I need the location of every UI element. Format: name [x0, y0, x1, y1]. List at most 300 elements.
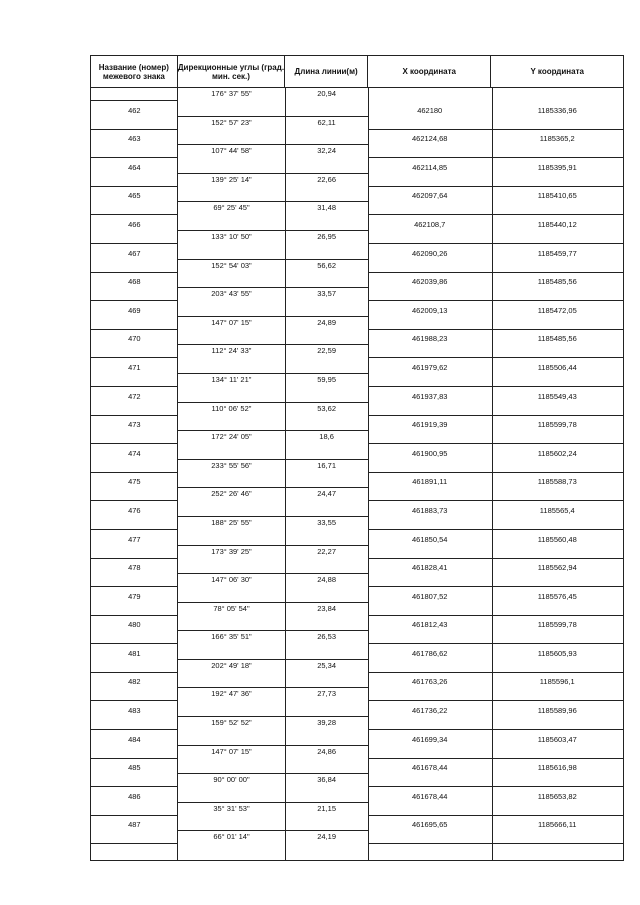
table-row	[91, 403, 623, 432]
name-cell	[91, 488, 178, 517]
segment-angle: 147° 07' 15"	[211, 746, 252, 756]
segment-length: 22,27	[317, 546, 336, 556]
header-angles: Дирекционные углы (град. мин. сек.)	[178, 56, 286, 87]
cell-divider	[368, 500, 492, 501]
cell-divider	[368, 786, 492, 787]
table-row	[91, 603, 623, 632]
name-cell	[91, 374, 178, 403]
point-name: 482	[128, 677, 141, 687]
segment-angle: 69° 25' 45"	[213, 203, 250, 213]
table-row	[91, 746, 623, 775]
header-x: X координата	[368, 56, 492, 87]
length-cell	[285, 403, 368, 432]
length-cell	[285, 546, 368, 575]
cell-divider	[368, 243, 492, 244]
table-row	[91, 260, 623, 289]
cell-divider	[91, 157, 178, 158]
angle-cell	[178, 603, 286, 632]
angle-cell	[178, 517, 286, 546]
cell-divider	[368, 843, 492, 844]
table-row	[91, 688, 623, 717]
cell-divider	[368, 329, 492, 330]
length-cell	[285, 288, 368, 317]
point-y: 1185599,78	[537, 420, 577, 430]
length-cell	[285, 631, 368, 660]
angle-cell	[178, 717, 286, 746]
header-length: Длина линии(м)	[285, 56, 368, 87]
point-name: 477	[128, 534, 141, 544]
y-cell	[491, 774, 623, 803]
segment-angle: 152° 54' 03"	[211, 260, 252, 270]
segment-length: 24,88	[317, 575, 336, 585]
segment-angle: 147° 06' 30"	[211, 575, 252, 585]
cell-divider	[368, 300, 492, 301]
point-name: 478	[128, 563, 141, 573]
segment-length: 24,86	[317, 746, 336, 756]
y-cell	[491, 488, 623, 517]
cell-divider	[368, 643, 492, 644]
cell-divider	[368, 443, 492, 444]
segment-angle: 252° 26' 46"	[211, 489, 252, 499]
column-divider	[492, 88, 493, 860]
length-cell	[285, 145, 368, 174]
segment-length: 31,48	[317, 203, 336, 213]
segment-length: 33,55	[317, 517, 336, 527]
angle-cell	[178, 288, 286, 317]
length-cell	[285, 517, 368, 546]
angle-cell	[178, 831, 286, 860]
cell-divider	[491, 386, 623, 387]
length-cell	[285, 117, 368, 146]
point-name: 485	[128, 763, 141, 773]
cell-divider	[91, 100, 178, 101]
cell-divider	[491, 129, 623, 130]
table-row	[91, 803, 623, 832]
x-cell	[368, 831, 492, 860]
y-cell	[491, 688, 623, 717]
cell-divider	[368, 615, 492, 616]
point-name: 470	[128, 334, 141, 344]
y-cell	[491, 260, 623, 289]
angle-cell	[178, 660, 286, 689]
name-cell	[91, 288, 178, 317]
x-cell	[368, 803, 492, 832]
point-name: 467	[128, 248, 141, 258]
length-cell	[285, 660, 368, 689]
point-x: 461850,54	[411, 534, 448, 544]
x-cell	[368, 460, 492, 489]
point-y: 1185602,24	[537, 448, 577, 458]
cell-divider	[491, 700, 623, 701]
cell-divider	[491, 558, 623, 559]
name-cell	[91, 546, 178, 575]
cell-divider	[91, 586, 178, 587]
segment-angle: 78° 05' 54"	[213, 603, 250, 613]
segment-length: 27,73	[317, 689, 336, 699]
x-cell	[368, 174, 492, 203]
x-cell	[368, 660, 492, 689]
cell-divider	[91, 129, 178, 130]
angle-cell	[178, 202, 286, 231]
cell-divider	[91, 786, 178, 787]
point-y: 1185549,43	[537, 391, 577, 401]
segment-length: 26,53	[317, 632, 336, 642]
length-cell	[285, 488, 368, 517]
angle-cell	[178, 88, 286, 117]
point-x: 462090,26	[411, 248, 448, 258]
angle-cell	[178, 746, 286, 775]
y-cell	[491, 746, 623, 775]
segment-length: 18,6	[319, 432, 334, 442]
cell-divider	[368, 214, 492, 215]
name-cell	[91, 688, 178, 717]
table-row	[91, 488, 623, 517]
x-cell	[368, 688, 492, 717]
y-cell	[491, 717, 623, 746]
boundary-coordinates-table	[90, 55, 624, 861]
y-cell	[491, 803, 623, 832]
segment-length: 59,95	[317, 374, 336, 384]
segment-length: 22,66	[317, 174, 336, 184]
x-cell	[368, 403, 492, 432]
y-cell	[491, 660, 623, 689]
angle-cell	[178, 374, 286, 403]
name-cell	[91, 631, 178, 660]
point-x: 461891,11	[412, 477, 448, 487]
angle-cell	[178, 260, 286, 289]
name-cell	[91, 574, 178, 603]
cell-divider	[491, 243, 623, 244]
point-x: 462097,64	[411, 191, 448, 201]
table-row	[91, 831, 623, 860]
point-y: 1185459,77	[537, 248, 577, 258]
y-cell	[491, 88, 623, 117]
length-cell	[285, 460, 368, 489]
segment-angle: 139° 25' 14"	[211, 174, 252, 184]
y-cell	[491, 603, 623, 632]
point-x: 461678,44	[411, 791, 448, 801]
length-cell	[285, 174, 368, 203]
name-cell	[91, 202, 178, 231]
header-name: Название (номер) межевого знака	[91, 56, 178, 87]
segment-length: 32,24	[317, 146, 336, 156]
point-y: 1185588,73	[537, 477, 577, 487]
x-cell	[368, 746, 492, 775]
angle-cell	[178, 631, 286, 660]
point-y: 1185485,56	[537, 277, 577, 287]
table-header	[90, 55, 624, 88]
cell-divider	[368, 529, 492, 530]
length-cell	[285, 717, 368, 746]
column-divider	[177, 88, 178, 860]
point-x: 462009,13	[411, 305, 448, 315]
table-row	[91, 546, 623, 575]
segment-length: 39,28	[317, 718, 336, 728]
x-cell	[368, 231, 492, 260]
cell-divider	[368, 700, 492, 701]
angle-cell	[178, 546, 286, 575]
cell-divider	[491, 472, 623, 473]
y-cell	[491, 460, 623, 489]
point-name: 484	[128, 734, 141, 744]
name-cell	[91, 345, 178, 374]
table-row	[91, 774, 623, 803]
segment-length: 53,62	[317, 403, 336, 413]
name-cell	[91, 831, 178, 860]
point-name: 487	[128, 820, 141, 830]
segment-angle: 110° 06' 52"	[211, 403, 252, 413]
y-cell	[491, 202, 623, 231]
cell-divider	[491, 529, 623, 530]
angle-cell	[178, 231, 286, 260]
angle-cell	[178, 803, 286, 832]
segment-length: 16,71	[317, 460, 336, 470]
x-cell	[368, 603, 492, 632]
table-row	[91, 117, 623, 146]
segment-angle: 233° 55' 56"	[211, 460, 252, 470]
segment-length: 24,19	[317, 832, 336, 842]
cell-divider	[91, 558, 178, 559]
name-cell	[91, 517, 178, 546]
length-cell	[285, 345, 368, 374]
angle-cell	[178, 317, 286, 346]
cell-divider	[91, 615, 178, 616]
point-y: 1185599,78	[537, 620, 577, 630]
segment-angle: 90° 00' 00"	[213, 775, 250, 785]
x-cell	[368, 202, 492, 231]
y-cell	[491, 631, 623, 660]
point-y: 1185410,65	[537, 191, 577, 201]
angle-cell	[178, 403, 286, 432]
point-name: 475	[128, 477, 141, 487]
length-cell	[285, 88, 368, 117]
length-cell	[285, 574, 368, 603]
cell-divider	[491, 443, 623, 444]
point-name: 463	[128, 134, 141, 144]
length-cell	[285, 831, 368, 860]
cell-divider	[368, 815, 492, 816]
angle-cell	[178, 488, 286, 517]
length-cell	[285, 603, 368, 632]
angle-cell	[178, 117, 286, 146]
point-y: 1185605,93	[537, 648, 577, 658]
cell-divider	[368, 186, 492, 187]
table-row	[91, 174, 623, 203]
angle-cell	[178, 688, 286, 717]
cell-divider	[491, 415, 623, 416]
segment-angle: 134° 11' 21"	[211, 374, 252, 384]
segment-angle: 188° 25' 55"	[211, 517, 252, 527]
point-y: 1185395,91	[537, 162, 577, 172]
point-x: 461786,62	[411, 648, 448, 658]
cell-divider	[91, 357, 178, 358]
segment-angle: 173° 39' 25"	[211, 546, 252, 556]
cell-divider	[491, 786, 623, 787]
table-row	[91, 717, 623, 746]
cell-divider	[91, 415, 178, 416]
name-cell	[91, 431, 178, 460]
cell-divider	[368, 672, 492, 673]
cell-divider	[491, 300, 623, 301]
table-row	[91, 345, 623, 374]
x-cell	[368, 431, 492, 460]
angle-cell	[178, 774, 286, 803]
segment-length: 26,95	[317, 231, 336, 241]
name-cell	[91, 317, 178, 346]
cell-divider	[368, 129, 492, 130]
header-y: Y координата	[530, 67, 584, 76]
cell-divider	[491, 843, 623, 844]
table-body	[90, 88, 624, 861]
point-name: 464	[128, 162, 141, 172]
x-cell	[368, 317, 492, 346]
point-y: 1185603,47	[537, 734, 577, 744]
table-row	[91, 202, 623, 231]
angle-cell	[178, 345, 286, 374]
point-x: 461736,22	[411, 706, 448, 716]
x-cell	[368, 488, 492, 517]
point-name: 473	[128, 420, 141, 430]
segment-angle: 147° 07' 15"	[211, 317, 252, 327]
name-cell	[91, 460, 178, 489]
cell-divider	[491, 758, 623, 759]
table-row	[91, 431, 623, 460]
table-row	[91, 374, 623, 403]
segment-angle: 107° 44' 58"	[211, 146, 252, 156]
point-y: 1185365,2	[539, 134, 575, 144]
segment-length: 36,84	[317, 775, 336, 785]
name-cell	[91, 603, 178, 632]
cell-divider	[91, 272, 178, 273]
name-cell	[91, 717, 178, 746]
point-name: 479	[128, 591, 141, 601]
segment-length: 33,57	[317, 289, 336, 299]
cell-divider	[491, 672, 623, 673]
point-y: 1185616,98	[537, 763, 577, 773]
point-y: 1185576,45	[537, 591, 577, 601]
cell-divider	[491, 500, 623, 501]
point-x: 461695,65	[411, 820, 448, 830]
point-name: 462	[128, 105, 141, 115]
length-cell	[285, 688, 368, 717]
point-x: 461678,44	[411, 763, 448, 773]
cell-divider	[491, 615, 623, 616]
cell-divider	[91, 443, 178, 444]
cell-divider	[91, 529, 178, 530]
x-cell	[368, 117, 492, 146]
segment-length: 23,84	[317, 603, 336, 613]
segment-length: 56,62	[317, 260, 336, 270]
segment-angle: 35° 31' 53"	[213, 803, 250, 813]
cell-divider	[91, 700, 178, 701]
point-name: 469	[128, 305, 141, 315]
column-divider	[285, 88, 286, 860]
point-x: 462180	[417, 105, 443, 115]
segment-angle: 192° 47' 36"	[211, 689, 252, 699]
point-name: 468	[128, 277, 141, 287]
cell-divider	[491, 357, 623, 358]
cell-divider	[91, 672, 178, 673]
table-row	[91, 574, 623, 603]
segment-angle: 159° 52' 52"	[211, 718, 252, 728]
point-x: 461988,23	[411, 334, 448, 344]
point-name: 483	[128, 706, 141, 716]
point-y: 1185589,96	[537, 706, 577, 716]
x-cell	[368, 774, 492, 803]
cell-divider	[91, 815, 178, 816]
point-name: 474	[128, 448, 141, 458]
point-x: 462108,7	[414, 219, 446, 229]
table-row	[91, 317, 623, 346]
x-cell	[368, 345, 492, 374]
point-y: 1185653,82	[537, 791, 577, 801]
cell-divider	[368, 415, 492, 416]
name-cell	[91, 403, 178, 432]
cell-divider	[491, 214, 623, 215]
cell-divider	[91, 758, 178, 759]
cell-divider	[491, 272, 623, 273]
point-x: 461812,43	[411, 620, 448, 630]
cell-divider	[91, 243, 178, 244]
point-name: 465	[128, 191, 141, 201]
angle-cell	[178, 431, 286, 460]
cell-divider	[91, 643, 178, 644]
cell-divider	[368, 558, 492, 559]
name-cell	[91, 260, 178, 289]
point-y: 1185506,44	[537, 362, 577, 372]
cell-divider	[368, 157, 492, 158]
point-name: 480	[128, 620, 141, 630]
segment-length: 24,89	[317, 317, 336, 327]
point-name: 476	[128, 505, 141, 515]
segment-length: 24,47	[317, 489, 336, 499]
y-cell	[491, 374, 623, 403]
column-divider	[368, 88, 369, 860]
segment-angle: 66° 01' 14"	[213, 832, 250, 842]
segment-angle: 172° 24' 05"	[211, 432, 252, 442]
cell-divider	[368, 386, 492, 387]
point-x: 462114,85	[412, 162, 448, 172]
cell-divider	[368, 586, 492, 587]
point-x: 462124,68	[411, 134, 448, 144]
segment-length: 25,34	[317, 660, 336, 670]
y-cell	[491, 117, 623, 146]
segment-angle: 176° 37' 55"	[211, 89, 252, 98]
cell-divider	[368, 758, 492, 759]
table-row	[91, 660, 623, 689]
name-cell	[91, 88, 178, 117]
angle-cell	[178, 574, 286, 603]
point-y: 1185440,12	[537, 219, 577, 229]
segment-angle: 203° 43' 55"	[211, 289, 252, 299]
point-x: 461883,73	[411, 505, 448, 515]
table-row	[91, 288, 623, 317]
x-cell	[368, 145, 492, 174]
length-cell	[285, 774, 368, 803]
x-cell	[368, 260, 492, 289]
point-name: 481	[128, 648, 141, 658]
x-cell	[368, 574, 492, 603]
y-cell	[491, 574, 623, 603]
cell-divider	[91, 729, 178, 730]
y-cell	[491, 431, 623, 460]
point-y: 1185596,1	[539, 677, 575, 687]
x-cell	[368, 717, 492, 746]
y-cell	[491, 288, 623, 317]
cell-divider	[368, 272, 492, 273]
cell-divider	[368, 472, 492, 473]
point-x: 461937,83	[411, 391, 448, 401]
